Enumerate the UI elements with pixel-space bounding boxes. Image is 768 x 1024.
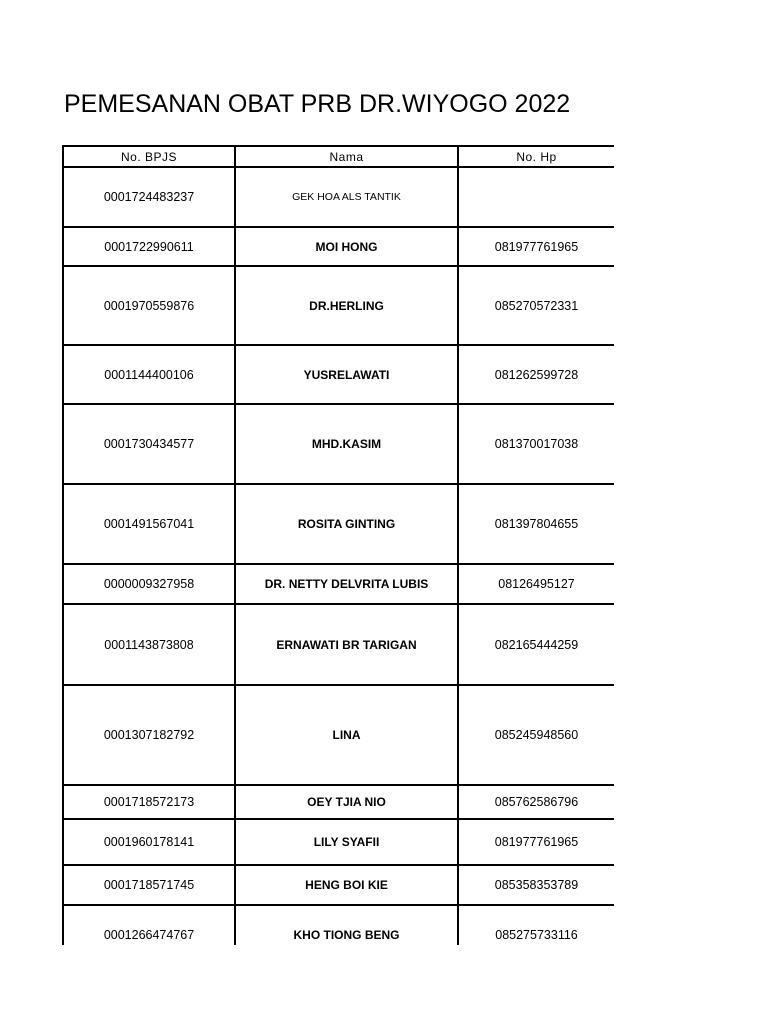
hp-cell: 085358353789 [458, 865, 614, 905]
table-row [63, 345, 614, 404]
name-cell: MHD.KASIM [235, 404, 458, 484]
name-cell: DR.HERLING [235, 266, 458, 345]
hp-cell: 082165444259 [458, 604, 614, 685]
table-row [63, 685, 614, 785]
bpjs-cell: 0001730434577 [63, 404, 235, 484]
name-cell: YUSRELAWATI [235, 345, 458, 404]
bpjs-cell: 0001970559876 [63, 266, 235, 345]
name-cell: ROSITA GINTING [235, 484, 458, 564]
hp-cell [458, 167, 614, 227]
order-table-container [62, 145, 614, 945]
name-cell: KHO TIONG BENG [235, 905, 458, 945]
table-row [63, 404, 614, 484]
bpjs-cell: 0000009327958 [63, 564, 235, 604]
hp-cell: 085245948560 [458, 685, 614, 785]
header-nama: Nama [235, 146, 458, 167]
hp-cell: 081977761965 [458, 227, 614, 266]
table-row [63, 227, 614, 266]
hp-cell: 081977761965 [458, 819, 614, 865]
hp-cell: 085275733116 [458, 905, 614, 945]
bpjs-cell: 0001960178141 [63, 819, 235, 865]
bpjs-cell: 0001724483237 [63, 167, 235, 227]
table-row [63, 819, 614, 865]
table-row [63, 266, 614, 345]
table-row [63, 905, 614, 945]
bpjs-cell: 0001491567041 [63, 484, 235, 564]
bpjs-cell: 0001266474767 [63, 905, 235, 945]
table-row [63, 604, 614, 685]
table-row [63, 564, 614, 604]
hp-cell: 081370017038 [458, 404, 614, 484]
table-row [63, 865, 614, 905]
bpjs-cell: 0001718572173 [63, 785, 235, 819]
name-cell: OEY TJIA NIO [235, 785, 458, 819]
name-cell: LILY SYAFII [235, 819, 458, 865]
name-cell: DR. NETTY DELVRITA LUBIS [235, 564, 458, 604]
page-title: PEMESANAN OBAT PRB DR.WIYOGO 2022 [64, 90, 571, 118]
table-row [63, 167, 614, 227]
hp-cell: 081262599728 [458, 345, 614, 404]
name-cell: ERNAWATI BR TARIGAN [235, 604, 458, 685]
header-hp: No. Hp [458, 146, 614, 167]
bpjs-cell: 0001143873808 [63, 604, 235, 685]
name-cell: LINA [235, 685, 458, 785]
order-table [62, 145, 614, 945]
bpjs-cell: 0001144400106 [63, 345, 235, 404]
bpjs-cell: 0001722990611 [63, 227, 235, 266]
header-bpjs: No. BPJS [63, 146, 235, 167]
table-row [63, 484, 614, 564]
table-row [63, 785, 614, 819]
bpjs-cell: 0001307182792 [63, 685, 235, 785]
hp-cell: 085762586796 [458, 785, 614, 819]
name-cell: HENG BOI KIE [235, 865, 458, 905]
hp-cell: 081397804655 [458, 484, 614, 564]
hp-cell: 08126495127 [458, 564, 614, 604]
hp-cell: 085270572331 [458, 266, 614, 345]
name-cell: MOI HONG [235, 227, 458, 266]
name-cell: GEK HOA ALS TANTIK [235, 167, 458, 227]
header-row [63, 146, 614, 167]
bpjs-cell: 0001718571745 [63, 865, 235, 905]
